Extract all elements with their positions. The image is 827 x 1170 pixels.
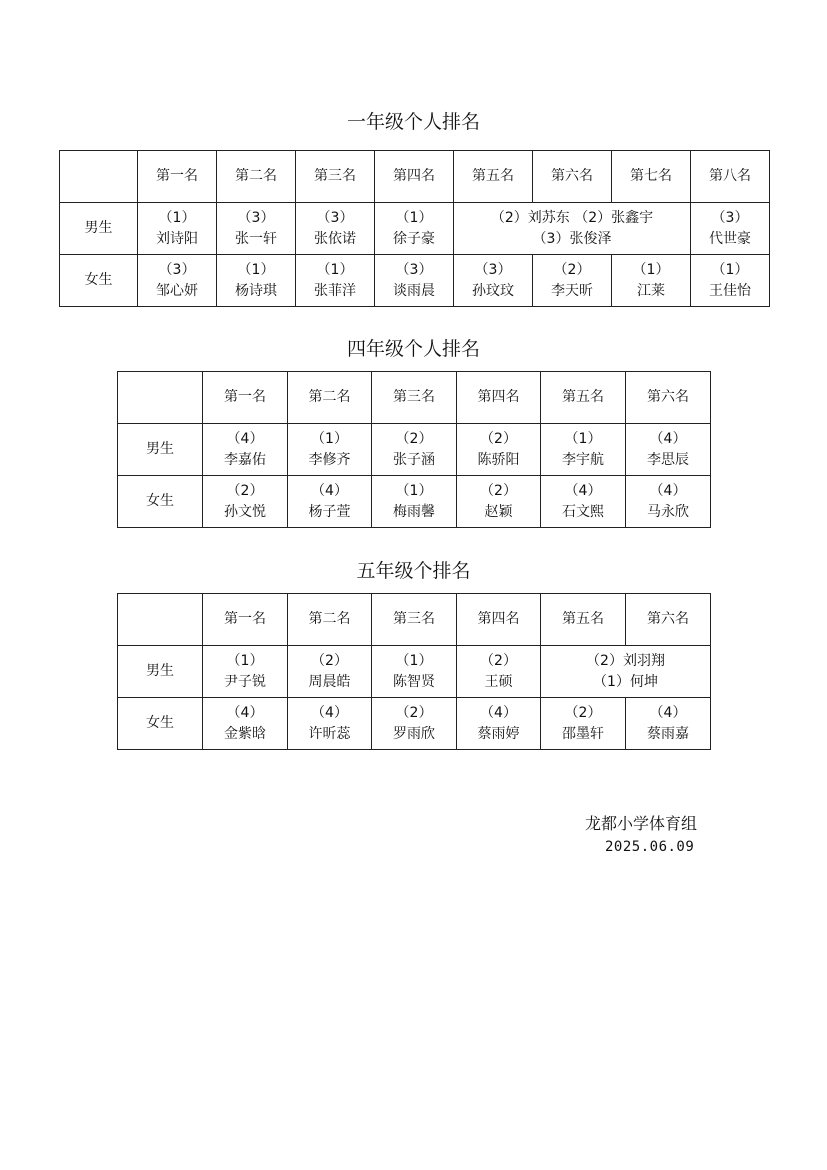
student-name: 赵颖 xyxy=(484,503,513,520)
student-name: 石文熙 xyxy=(562,503,604,520)
merged-rank-cell xyxy=(541,646,711,698)
rank-cell xyxy=(203,476,288,528)
row-label: 女生 xyxy=(118,476,203,528)
header-cell: 第七名 xyxy=(612,151,691,203)
student-name: 蔡雨嘉 xyxy=(647,725,689,742)
student-name: 王佳怡 xyxy=(709,282,751,299)
header-cell: 第六名 xyxy=(626,594,711,646)
header-cell: 第二名 xyxy=(288,594,372,646)
class-no: （2） xyxy=(553,261,591,278)
student-names: （3）张俊泽 xyxy=(532,230,612,247)
class-no: （4） xyxy=(649,430,687,447)
rank-cell xyxy=(457,646,541,698)
class-no: （2） xyxy=(480,652,517,669)
class-no: （3） xyxy=(711,209,749,226)
rank-cell xyxy=(375,203,454,255)
rank-cell xyxy=(691,255,770,307)
student-name: 孙玟玟 xyxy=(472,282,514,299)
rank-cell xyxy=(454,255,533,307)
header-cell: 第四名 xyxy=(457,372,541,424)
class-no: （4） xyxy=(226,704,264,721)
rank-cell xyxy=(288,646,372,698)
grade5-table xyxy=(117,593,711,750)
rank-cell xyxy=(541,698,626,750)
girls-row xyxy=(60,255,770,307)
rank-cell xyxy=(626,476,711,528)
student-name: 许昕蕊 xyxy=(308,725,351,742)
corner-cell xyxy=(118,594,203,646)
girls-row xyxy=(118,476,711,528)
student-name: 张依诺 xyxy=(314,230,356,247)
class-no: （2） xyxy=(564,704,602,721)
rank-cell xyxy=(203,646,288,698)
rank-cell xyxy=(296,255,375,307)
student-name: 周晨皓 xyxy=(308,673,351,690)
corner-cell xyxy=(60,151,138,203)
organization-signature: 龙都小学体育组 xyxy=(585,814,698,833)
class-no: （4） xyxy=(564,482,602,499)
rank-cell xyxy=(138,255,217,307)
boys-row xyxy=(118,646,711,698)
header-cell: 第三名 xyxy=(296,151,375,203)
class-no: （4） xyxy=(311,482,348,499)
student-name: 陈骄阳 xyxy=(477,451,520,468)
header-cell: 第三名 xyxy=(372,372,457,424)
student-name: 刘诗阳 xyxy=(156,230,198,247)
student-name: 李思辰 xyxy=(647,451,689,468)
class-no: （4） xyxy=(480,704,517,721)
rank-cell xyxy=(288,698,372,750)
student-name: 罗雨欣 xyxy=(393,725,435,742)
class-no: （3） xyxy=(474,261,512,278)
class-no: （1） xyxy=(395,209,433,226)
rank-cell xyxy=(457,698,541,750)
class-no: （2） xyxy=(226,482,264,499)
rank-cell xyxy=(375,255,454,307)
student-name: 蔡雨婷 xyxy=(477,725,520,742)
row-label: 女生 xyxy=(60,255,138,307)
class-no: （4） xyxy=(311,704,348,721)
student-name: 邵墨轩 xyxy=(562,725,604,742)
rank-cell xyxy=(138,203,217,255)
grade1-title: 一年级个人排名 xyxy=(346,111,480,133)
class-no: （1） xyxy=(316,261,354,278)
row-label: 男生 xyxy=(118,646,203,698)
class-no: （1） xyxy=(632,261,670,278)
rank-cell xyxy=(203,698,288,750)
row-label: 男生 xyxy=(60,203,138,255)
class-no: （2） xyxy=(480,482,517,499)
grade4-title: 四年级个人排名 xyxy=(346,338,480,360)
student-name: 尹子锐 xyxy=(224,673,266,690)
student-name: 张一轩 xyxy=(235,230,277,247)
student-names: （2）刘苏东 （2）张鑫宇 xyxy=(490,209,654,226)
rank-cell xyxy=(217,255,296,307)
merged-rank-cell xyxy=(454,203,691,255)
class-no: （3） xyxy=(316,209,354,226)
header-cell: 第八名 xyxy=(691,151,770,203)
student-names: （2）刘羽翔 xyxy=(586,652,665,669)
grade4-table xyxy=(117,371,711,528)
rank-cell xyxy=(541,476,626,528)
header-cell: 第一名 xyxy=(138,151,217,203)
signature-date: 2025.06.09 xyxy=(605,839,695,855)
class-no: （4） xyxy=(226,430,264,447)
header-row xyxy=(118,372,711,424)
student-name: 徐子豪 xyxy=(393,230,435,247)
rank-cell xyxy=(626,424,711,476)
student-names: （1）何坤 xyxy=(593,673,658,690)
class-no: （4） xyxy=(649,704,687,721)
student-name: 邹心妍 xyxy=(156,282,198,299)
header-cell: 第五名 xyxy=(541,372,626,424)
class-no: （3） xyxy=(158,261,196,278)
class-no: （1） xyxy=(564,430,602,447)
student-name: 陈智贤 xyxy=(393,673,435,690)
row-label: 男生 xyxy=(118,424,203,476)
class-no: （3） xyxy=(237,209,275,226)
class-no: （1） xyxy=(711,261,749,278)
student-name: 谈雨晨 xyxy=(393,282,435,299)
rank-cell xyxy=(533,255,612,307)
class-no: （1） xyxy=(237,261,275,278)
corner-cell xyxy=(118,372,203,424)
rank-cell xyxy=(217,203,296,255)
rank-cell xyxy=(203,424,288,476)
student-name: 梅雨馨 xyxy=(393,503,435,520)
header-cell: 第四名 xyxy=(375,151,454,203)
header-cell: 第一名 xyxy=(203,594,288,646)
student-name: 李修齐 xyxy=(308,451,351,468)
header-cell: 第三名 xyxy=(372,594,457,646)
header-cell: 第二名 xyxy=(217,151,296,203)
class-no: （1） xyxy=(311,430,348,447)
student-name: 张子涵 xyxy=(393,451,435,468)
class-no: （4） xyxy=(649,482,687,499)
rank-cell xyxy=(372,424,457,476)
rank-cell xyxy=(372,476,457,528)
header-cell: 第六名 xyxy=(626,372,711,424)
header-cell: 第二名 xyxy=(288,372,372,424)
girls-row xyxy=(118,698,711,750)
class-no: （2） xyxy=(395,430,433,447)
student-name: 张菲洋 xyxy=(314,282,356,299)
class-no: （1） xyxy=(226,652,264,669)
student-name: 王硕 xyxy=(484,673,513,690)
class-no: （3） xyxy=(395,261,433,278)
rank-cell xyxy=(372,646,457,698)
student-name: 李宇航 xyxy=(562,451,604,468)
rank-cell xyxy=(372,698,457,750)
class-no: （1） xyxy=(395,652,433,669)
rank-cell xyxy=(457,424,541,476)
rank-cell xyxy=(626,698,711,750)
header-row xyxy=(60,151,770,203)
rank-cell xyxy=(612,255,691,307)
student-name: 李天昕 xyxy=(551,282,593,299)
rank-cell xyxy=(691,203,770,255)
student-name: 杨诗琪 xyxy=(235,282,277,299)
class-no: （2） xyxy=(480,430,517,447)
header-row xyxy=(118,594,711,646)
header-cell: 第四名 xyxy=(457,594,541,646)
class-no: （1） xyxy=(158,209,196,226)
header-cell: 第一名 xyxy=(203,372,288,424)
rank-cell xyxy=(288,476,372,528)
student-name: 金紫晗 xyxy=(224,725,266,742)
rank-cell xyxy=(541,424,626,476)
rank-cell xyxy=(296,203,375,255)
student-name: 代世豪 xyxy=(709,230,751,247)
header-cell: 第六名 xyxy=(533,151,612,203)
class-no: （2） xyxy=(311,652,348,669)
boys-row xyxy=(60,203,770,255)
student-name: 李嘉佑 xyxy=(224,451,266,468)
grade5-title: 五年级个排名 xyxy=(356,560,471,582)
student-name: 江莱 xyxy=(637,282,665,299)
student-name: 孙文悦 xyxy=(224,503,266,520)
grade1-table xyxy=(59,150,770,307)
rank-cell xyxy=(288,424,372,476)
student-name: 杨子萱 xyxy=(308,503,351,520)
row-label: 女生 xyxy=(118,698,203,750)
boys-row xyxy=(118,424,711,476)
rank-cell xyxy=(457,476,541,528)
header-cell: 第五名 xyxy=(454,151,533,203)
student-name: 马永欣 xyxy=(647,503,689,520)
class-no: （2） xyxy=(395,704,433,721)
header-cell: 第五名 xyxy=(541,594,626,646)
class-no: （1） xyxy=(395,482,433,499)
